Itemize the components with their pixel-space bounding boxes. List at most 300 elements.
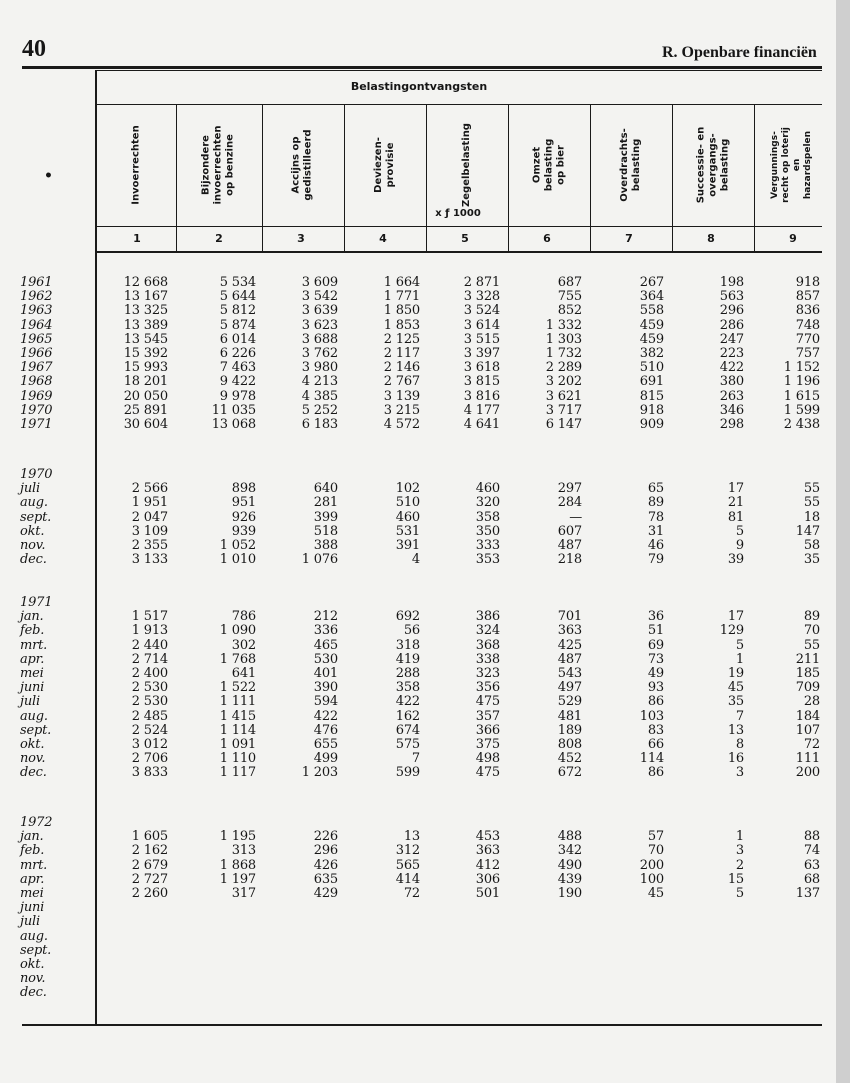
table-row bbox=[0, 944, 836, 958]
table-row bbox=[0, 511, 836, 525]
table-cell: 318 bbox=[395, 637, 420, 653]
table-cell: 692 bbox=[395, 609, 420, 625]
table-cell: 72 bbox=[403, 885, 420, 901]
table-cell: 3 621 bbox=[545, 388, 582, 404]
table-cell: 18 201 bbox=[123, 374, 168, 390]
table-cell: 86 bbox=[647, 694, 664, 710]
table-row bbox=[0, 724, 836, 738]
table-cell: — bbox=[569, 509, 582, 525]
table-cell: 2 485 bbox=[131, 708, 168, 724]
table-cell: 9 bbox=[735, 537, 744, 553]
table-cell: 8 bbox=[735, 736, 744, 752]
table-cell: 1 615 bbox=[783, 388, 820, 404]
table-cell: 12 668 bbox=[123, 275, 168, 290]
table-cell: 607 bbox=[557, 523, 582, 539]
table-cell: 1 091 bbox=[219, 736, 256, 752]
table-cell: 640 bbox=[313, 481, 338, 497]
table-cell: 7 463 bbox=[219, 360, 256, 376]
table-cell: 31 bbox=[647, 523, 664, 539]
table-cell: 55 bbox=[803, 495, 820, 511]
row-label: apr. bbox=[20, 871, 45, 887]
table-row bbox=[0, 901, 836, 915]
table-cell: 786 bbox=[231, 609, 256, 625]
col-8-heading: Successie- en overgangs- belasting bbox=[694, 126, 730, 204]
table-cell: 426 bbox=[313, 857, 338, 873]
table-cell: 1 664 bbox=[383, 275, 420, 290]
table-cell: 353 bbox=[475, 552, 500, 568]
table-cell: 748 bbox=[795, 317, 820, 333]
table-cell: 375 bbox=[475, 736, 500, 752]
table-cell: 368 bbox=[475, 637, 500, 653]
annual-block bbox=[0, 276, 836, 432]
table-cell: 558 bbox=[639, 303, 664, 319]
table-row bbox=[0, 986, 836, 1000]
table-cell: 350 bbox=[475, 523, 500, 539]
row-label: sept. bbox=[20, 722, 52, 738]
table-cell: 2 714 bbox=[131, 651, 168, 667]
table-cell: 88 bbox=[803, 829, 820, 845]
row-label: 1961 bbox=[20, 275, 53, 290]
row-label: mei bbox=[20, 665, 44, 681]
table-cell: 4 572 bbox=[383, 416, 420, 432]
table-cell: 2 260 bbox=[131, 885, 168, 901]
table-cell: 2 289 bbox=[545, 360, 582, 376]
table-cell: 4 bbox=[411, 552, 420, 568]
table-cell: 390 bbox=[313, 680, 338, 696]
table-row bbox=[0, 859, 836, 873]
row-label: okt. bbox=[20, 956, 45, 972]
table-cell: 51 bbox=[647, 623, 664, 639]
col-number: 8 bbox=[707, 232, 715, 245]
table-cell: 49 bbox=[647, 665, 664, 681]
table-cell: 3 109 bbox=[131, 523, 168, 539]
table-cell: 7 bbox=[411, 751, 420, 767]
table-cell: 336 bbox=[313, 623, 338, 639]
row-label: sept. bbox=[20, 942, 52, 958]
table-cell: 2 871 bbox=[463, 275, 500, 290]
table-cell: 2 706 bbox=[131, 751, 168, 767]
table-cell: 147 bbox=[795, 523, 820, 539]
col-6-heading: Omzet belasting op bier bbox=[531, 138, 566, 192]
table-cell: 35 bbox=[727, 694, 744, 710]
table-cell: 65 bbox=[647, 481, 664, 497]
table-cell: 414 bbox=[395, 871, 420, 887]
table-cell: 70 bbox=[803, 623, 820, 639]
row-label: mrt. bbox=[20, 637, 48, 653]
table-cell: 100 bbox=[639, 871, 664, 887]
table-cell: 599 bbox=[395, 765, 420, 781]
table-cell: 5 644 bbox=[219, 289, 256, 305]
table-row bbox=[0, 958, 836, 972]
table-cell: 476 bbox=[313, 722, 338, 738]
table-cell: 1 bbox=[735, 651, 744, 667]
table-row bbox=[0, 276, 836, 290]
table-cell: 333 bbox=[475, 537, 500, 553]
row-label: juli bbox=[20, 481, 40, 497]
table-cell: 1 853 bbox=[383, 317, 420, 333]
table-cell: 356 bbox=[475, 680, 500, 696]
col-number: 4 bbox=[379, 232, 387, 245]
row-label: 1966 bbox=[20, 345, 53, 361]
table-cell: 3 133 bbox=[131, 552, 168, 568]
table-cell: 1 951 bbox=[131, 495, 168, 511]
table-cell: 926 bbox=[231, 509, 256, 525]
table-cell: 1 517 bbox=[131, 609, 168, 625]
table-cell: 364 bbox=[639, 289, 664, 305]
table-cell: 3 609 bbox=[301, 275, 338, 290]
bottom-rule bbox=[22, 1024, 822, 1026]
table-cell: 162 bbox=[395, 708, 420, 724]
table-cell: 429 bbox=[313, 885, 338, 901]
table-cell: 83 bbox=[647, 722, 664, 738]
table-cell: 313 bbox=[231, 843, 256, 859]
table-cell: 358 bbox=[475, 509, 500, 525]
table-cell: 296 bbox=[313, 843, 338, 859]
table-cell: 55 bbox=[803, 481, 820, 497]
table-cell: 13 167 bbox=[123, 289, 168, 305]
table-cell: 382 bbox=[639, 345, 664, 361]
table-cell: 401 bbox=[313, 665, 338, 681]
table-cell: 2 162 bbox=[131, 843, 168, 859]
table-cell: 1 110 bbox=[219, 751, 256, 767]
table-row bbox=[0, 710, 836, 724]
row-label: jan. bbox=[20, 609, 44, 625]
row-label: feb. bbox=[20, 843, 45, 859]
table-cell: 4 213 bbox=[301, 374, 338, 390]
table-cell: 1 415 bbox=[219, 708, 256, 724]
header-bottom-rule bbox=[96, 251, 822, 253]
row-label: 1965 bbox=[20, 331, 53, 347]
table-row bbox=[0, 695, 836, 709]
table-cell: 346 bbox=[719, 402, 744, 418]
table-cell: 11 035 bbox=[211, 402, 256, 418]
table-cell: 1 599 bbox=[783, 402, 820, 418]
table-cell: 13 389 bbox=[123, 317, 168, 333]
table-cell: 296 bbox=[719, 303, 744, 319]
table-cell: 1 850 bbox=[383, 303, 420, 319]
table-cell: 3 816 bbox=[463, 388, 500, 404]
table-row bbox=[0, 844, 836, 858]
table-cell: 137 bbox=[795, 885, 820, 901]
table-cell: 1 111 bbox=[219, 694, 256, 710]
table-cell: 6 014 bbox=[219, 331, 256, 347]
table-cell: 563 bbox=[719, 289, 744, 305]
col-number: 1 bbox=[133, 232, 141, 245]
table-row bbox=[0, 525, 836, 539]
table-cell: 3 215 bbox=[383, 402, 420, 418]
row-label: aug. bbox=[20, 928, 48, 944]
col-7-heading: Overdrachts- belasting bbox=[618, 128, 642, 202]
table-cell: 338 bbox=[475, 651, 500, 667]
table-cell: 317 bbox=[231, 885, 256, 901]
table-cell: 3 139 bbox=[383, 388, 420, 404]
table-cell: 288 bbox=[395, 665, 420, 681]
table-cell: 487 bbox=[557, 651, 582, 667]
table-cell: 63 bbox=[803, 857, 820, 873]
table-cell: 2 727 bbox=[131, 871, 168, 887]
table-cell: 13 bbox=[727, 722, 744, 738]
table-cell: 490 bbox=[557, 857, 582, 873]
table-cell: 363 bbox=[557, 623, 582, 639]
table-cell: 114 bbox=[639, 751, 664, 767]
table-cell: 770 bbox=[795, 331, 820, 347]
row-label: dec. bbox=[20, 985, 47, 1001]
table-cell: 39 bbox=[727, 552, 744, 568]
table-cell: 267 bbox=[639, 275, 664, 290]
row-label: aug. bbox=[20, 495, 48, 511]
table-cell: 1 303 bbox=[545, 331, 582, 347]
table-cell: 497 bbox=[557, 680, 582, 696]
table-cell: 103 bbox=[639, 708, 664, 724]
table-cell: 2 530 bbox=[131, 680, 168, 696]
table-cell: 1 868 bbox=[219, 857, 256, 873]
table-cell: 211 bbox=[795, 651, 820, 667]
table-cell: 3 618 bbox=[463, 360, 500, 376]
table-cell: 3 397 bbox=[463, 345, 500, 361]
page-number: 40 bbox=[22, 36, 46, 62]
table-row bbox=[0, 653, 836, 667]
table-cell: 3 815 bbox=[463, 374, 500, 390]
table-row bbox=[0, 610, 836, 624]
table-cell: 5 534 bbox=[219, 275, 256, 290]
table-cell: 78 bbox=[647, 509, 664, 525]
table-cell: 388 bbox=[313, 537, 338, 553]
table-row bbox=[0, 375, 836, 389]
table-cell: 17 bbox=[727, 481, 744, 497]
table-cell: 2 566 bbox=[131, 481, 168, 497]
table-row bbox=[0, 972, 836, 986]
table-cell: 4 177 bbox=[463, 402, 500, 418]
table-cell: 2 146 bbox=[383, 360, 420, 376]
table-cell: 501 bbox=[475, 885, 500, 901]
row-label: apr. bbox=[20, 651, 45, 667]
page-edge bbox=[836, 0, 850, 1083]
table-row bbox=[0, 887, 836, 901]
table-cell: 45 bbox=[647, 885, 664, 901]
table-cell: 575 bbox=[395, 736, 420, 752]
table-cell: 635 bbox=[313, 871, 338, 887]
table-cell: 594 bbox=[313, 694, 338, 710]
table-row bbox=[0, 333, 836, 347]
table-cell: 86 bbox=[647, 765, 664, 781]
table-cell: 342 bbox=[557, 843, 582, 859]
table-cell: 2 524 bbox=[131, 722, 168, 738]
table-cell: 425 bbox=[557, 637, 582, 653]
table-cell: 358 bbox=[395, 680, 420, 696]
table-row bbox=[0, 304, 836, 318]
table-cell: 55 bbox=[803, 637, 820, 653]
row-label: 1970 bbox=[20, 467, 53, 482]
table-cell: 190 bbox=[557, 885, 582, 901]
table-cell: 25 891 bbox=[123, 402, 168, 418]
table-cell: 1 114 bbox=[219, 722, 256, 738]
table-cell: 3 762 bbox=[301, 345, 338, 361]
table-cell: 13 bbox=[403, 829, 420, 845]
table-cell: 102 bbox=[395, 481, 420, 497]
table-cell: 93 bbox=[647, 680, 664, 696]
table-cell: 4 641 bbox=[463, 416, 500, 432]
table-cell: 198 bbox=[719, 275, 744, 290]
table-cell: 3 202 bbox=[545, 374, 582, 390]
year-block-1972 bbox=[0, 816, 836, 1000]
sub-top-rule bbox=[96, 70, 822, 71]
table-cell: 9 422 bbox=[219, 374, 256, 390]
table-cell: 481 bbox=[557, 708, 582, 724]
table-cell: 226 bbox=[313, 829, 338, 845]
row-label: 1963 bbox=[20, 303, 53, 319]
table-cell: 3 328 bbox=[463, 289, 500, 305]
col-3-heading: Accijns op gedistilleerd bbox=[290, 129, 314, 201]
table-cell: 4 385 bbox=[301, 388, 338, 404]
table-cell: 3 bbox=[735, 843, 744, 859]
table-cell: 3 717 bbox=[545, 402, 582, 418]
table-cell: 498 bbox=[475, 751, 500, 767]
row-label: 1969 bbox=[20, 388, 53, 404]
table-cell: 531 bbox=[395, 523, 420, 539]
table-cell: 107 bbox=[795, 722, 820, 738]
table-row bbox=[0, 468, 836, 482]
table-cell: 3 bbox=[735, 765, 744, 781]
table-cell: 89 bbox=[803, 609, 820, 625]
table-cell: 286 bbox=[719, 317, 744, 333]
table-cell: 475 bbox=[475, 765, 500, 781]
table-cell: 898 bbox=[231, 481, 256, 497]
row-label: feb. bbox=[20, 623, 45, 639]
table-cell: 2 400 bbox=[131, 665, 168, 681]
table-cell: 284 bbox=[557, 495, 582, 511]
table-cell: 70 bbox=[647, 843, 664, 859]
table-cell: 1 052 bbox=[219, 537, 256, 553]
table-cell: 641 bbox=[231, 665, 256, 681]
table-cell: 20 050 bbox=[123, 388, 168, 404]
table-cell: 2 440 bbox=[131, 637, 168, 653]
table-cell: 453 bbox=[475, 829, 500, 845]
table-cell: 674 bbox=[395, 722, 420, 738]
table-cell: 422 bbox=[395, 694, 420, 710]
table-cell: 1 768 bbox=[219, 651, 256, 667]
table-cell: 89 bbox=[647, 495, 664, 511]
row-label: juli bbox=[20, 694, 40, 710]
table-cell: 1 076 bbox=[301, 552, 338, 568]
table-cell: 1 197 bbox=[219, 871, 256, 887]
row-label: juni bbox=[20, 900, 45, 916]
table-cell: 3 833 bbox=[131, 765, 168, 781]
table-cell: 184 bbox=[795, 708, 820, 724]
table-cell: 3 614 bbox=[463, 317, 500, 333]
table-cell: 5 812 bbox=[219, 303, 256, 319]
table-cell: 412 bbox=[475, 857, 500, 873]
row-label: 1972 bbox=[20, 815, 53, 830]
table-cell: 2 117 bbox=[383, 345, 420, 361]
col-5-heading: Zegelbelasting bbox=[461, 123, 472, 207]
table-row bbox=[0, 681, 836, 695]
table-cell: 1 605 bbox=[131, 829, 168, 845]
table-cell: 543 bbox=[557, 665, 582, 681]
col-number: 2 bbox=[215, 232, 223, 245]
table-cell: 1 090 bbox=[219, 623, 256, 639]
table-cell: 422 bbox=[313, 708, 338, 724]
row-label: nov. bbox=[20, 971, 46, 987]
table-cell: 56 bbox=[403, 623, 420, 639]
table-row bbox=[0, 752, 836, 766]
col-number: 9 bbox=[789, 232, 797, 245]
super-title-rule bbox=[96, 104, 822, 105]
row-label: sept. bbox=[20, 509, 52, 525]
table-cell: 5 bbox=[735, 523, 744, 539]
table-cell: 6 147 bbox=[545, 416, 582, 432]
table-cell: 298 bbox=[719, 416, 744, 432]
table-row bbox=[0, 539, 836, 553]
table-cell: 19 bbox=[727, 665, 744, 681]
col-number: 7 bbox=[625, 232, 633, 245]
table-cell: 6 183 bbox=[301, 416, 338, 432]
table-cell: 46 bbox=[647, 537, 664, 553]
table-cell: 1 203 bbox=[301, 765, 338, 781]
table-row bbox=[0, 738, 836, 752]
table-cell: 2 767 bbox=[383, 374, 420, 390]
table-cell: 386 bbox=[475, 609, 500, 625]
table-cell: 200 bbox=[795, 765, 820, 781]
table-cell: 465 bbox=[313, 637, 338, 653]
table-cell: 5 bbox=[735, 885, 744, 901]
table-row bbox=[0, 553, 836, 567]
top-rule bbox=[22, 66, 822, 69]
table-cell: 510 bbox=[639, 360, 664, 376]
col-4-heading: Deviezen- provisie bbox=[373, 137, 396, 193]
table-cell: 297 bbox=[557, 481, 582, 497]
table-cell: 263 bbox=[719, 388, 744, 404]
table-row bbox=[0, 596, 836, 610]
table-cell: 68 bbox=[803, 871, 820, 887]
table-cell: 1 522 bbox=[219, 680, 256, 696]
table-cell: 499 bbox=[313, 751, 338, 767]
table-cell: 13 325 bbox=[123, 303, 168, 319]
row-label: dec. bbox=[20, 765, 47, 781]
col-2-heading: Bijzondere invoerrechten op benzine bbox=[201, 125, 236, 205]
table-cell: 3 688 bbox=[301, 331, 338, 347]
col-1-heading: Invoerrechten bbox=[130, 125, 142, 205]
table-cell: 7 bbox=[735, 708, 744, 724]
table-cell: 422 bbox=[719, 360, 744, 376]
table-cell: 565 bbox=[395, 857, 420, 873]
table-cell: 58 bbox=[803, 537, 820, 553]
table-cell: 380 bbox=[719, 374, 744, 390]
table-cell: 1 152 bbox=[783, 360, 820, 376]
table-cell: 15 993 bbox=[123, 360, 168, 376]
table-cell: 312 bbox=[395, 843, 420, 859]
table-row bbox=[0, 830, 836, 844]
table-row bbox=[0, 418, 836, 432]
table-row bbox=[0, 404, 836, 418]
table-cell: 518 bbox=[313, 523, 338, 539]
table-cell: 460 bbox=[475, 481, 500, 497]
table-cell: 320 bbox=[475, 495, 500, 511]
table-cell: 5 bbox=[735, 637, 744, 653]
table-cell: 1 117 bbox=[219, 765, 256, 781]
table-cell: 35 bbox=[803, 552, 820, 568]
table-cell: 1 bbox=[735, 829, 744, 845]
table-cell: 306 bbox=[475, 871, 500, 887]
row-label: 1970 bbox=[20, 402, 53, 418]
row-label: 1967 bbox=[20, 360, 53, 376]
table-cell: 21 bbox=[727, 495, 744, 511]
table-cell: 2 355 bbox=[131, 537, 168, 553]
table-cell: 488 bbox=[557, 829, 582, 845]
table-cell: 1 913 bbox=[131, 623, 168, 639]
row-label: okt. bbox=[20, 523, 45, 539]
col-number: 3 bbox=[297, 232, 305, 245]
table-row bbox=[0, 624, 836, 638]
